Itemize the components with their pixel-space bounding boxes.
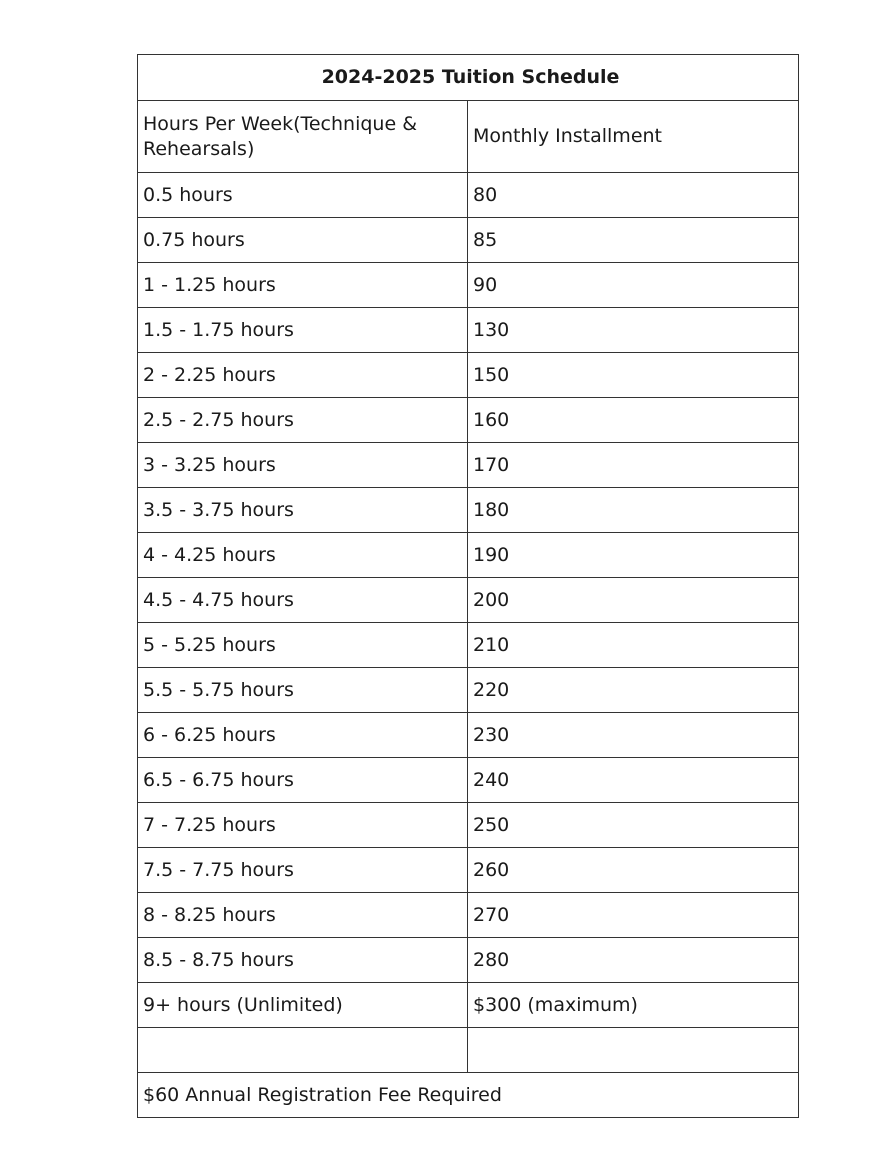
- table-row: [138, 983, 799, 1028]
- table-row: [138, 578, 799, 623]
- hours-cell: 9+ hours (Unlimited): [138, 983, 468, 1028]
- amount-cell: 240: [468, 758, 799, 803]
- tuition-schedule-table: [137, 54, 799, 1118]
- hours-cell: 3.5 - 3.75 hours: [138, 488, 468, 533]
- amount-cell: 230: [468, 713, 799, 758]
- amount-cell: 130: [468, 308, 799, 353]
- amount-cell: 160: [468, 398, 799, 443]
- empty-cell: [468, 1028, 799, 1073]
- amount-cell: 85: [468, 218, 799, 263]
- amount-cell: 220: [468, 668, 799, 713]
- hours-cell: 8 - 8.25 hours: [138, 893, 468, 938]
- hours-cell: 7 - 7.25 hours: [138, 803, 468, 848]
- amount-cell: 200: [468, 578, 799, 623]
- amount-cell: 80: [468, 173, 799, 218]
- hours-cell: 5 - 5.25 hours: [138, 623, 468, 668]
- amount-cell: 190: [468, 533, 799, 578]
- amount-cell: 280: [468, 938, 799, 983]
- table-row: [138, 938, 799, 983]
- amount-cell: 250: [468, 803, 799, 848]
- table-body: [138, 55, 799, 1118]
- table-row: [138, 758, 799, 803]
- table-row: [138, 308, 799, 353]
- table-row: [138, 263, 799, 308]
- amount-cell: 180: [468, 488, 799, 533]
- hours-cell: 1 - 1.25 hours: [138, 263, 468, 308]
- table-row: [138, 668, 799, 713]
- amount-cell: 170: [468, 443, 799, 488]
- empty-row: [138, 1028, 799, 1073]
- hours-cell: 7.5 - 7.75 hours: [138, 848, 468, 893]
- table-row: [138, 398, 799, 443]
- table-row: [138, 848, 799, 893]
- amount-cell: $300 (maximum): [468, 983, 799, 1028]
- hours-cell: 1.5 - 1.75 hours: [138, 308, 468, 353]
- hours-cell: 0.5 hours: [138, 173, 468, 218]
- table-title: 2024-2025 Tuition Schedule: [138, 55, 799, 101]
- table-row: [138, 713, 799, 758]
- hours-cell: 5.5 - 5.75 hours: [138, 668, 468, 713]
- table-row: [138, 353, 799, 398]
- table-row: [138, 893, 799, 938]
- amount-cell: 260: [468, 848, 799, 893]
- table-row: [138, 488, 799, 533]
- amount-cell: 210: [468, 623, 799, 668]
- hours-cell: 2.5 - 2.75 hours: [138, 398, 468, 443]
- header-hours: Hours Per Week(Technique & Rehearsals): [138, 101, 468, 173]
- hours-cell: 8.5 - 8.75 hours: [138, 938, 468, 983]
- hours-cell: 0.75 hours: [138, 218, 468, 263]
- hours-cell: 2 - 2.25 hours: [138, 353, 468, 398]
- table-row: [138, 623, 799, 668]
- amount-cell: 270: [468, 893, 799, 938]
- amount-cell: 150: [468, 353, 799, 398]
- table-row: [138, 443, 799, 488]
- hours-cell: 4 - 4.25 hours: [138, 533, 468, 578]
- hours-cell: 3 - 3.25 hours: [138, 443, 468, 488]
- hours-cell: 6 - 6.25 hours: [138, 713, 468, 758]
- registration-fee-note: $60 Annual Registration Fee Required: [138, 1073, 799, 1118]
- amount-cell: 90: [468, 263, 799, 308]
- hours-cell: 6.5 - 6.75 hours: [138, 758, 468, 803]
- header-row: [138, 101, 799, 173]
- header-monthly-installment: Monthly Installment: [468, 101, 799, 173]
- table-row: [138, 803, 799, 848]
- table-row: [138, 173, 799, 218]
- empty-cell: [138, 1028, 468, 1073]
- hours-cell: 4.5 - 4.75 hours: [138, 578, 468, 623]
- table-row: [138, 533, 799, 578]
- table-row: [138, 218, 799, 263]
- footer-row: [138, 1073, 799, 1118]
- title-row: [138, 55, 799, 101]
